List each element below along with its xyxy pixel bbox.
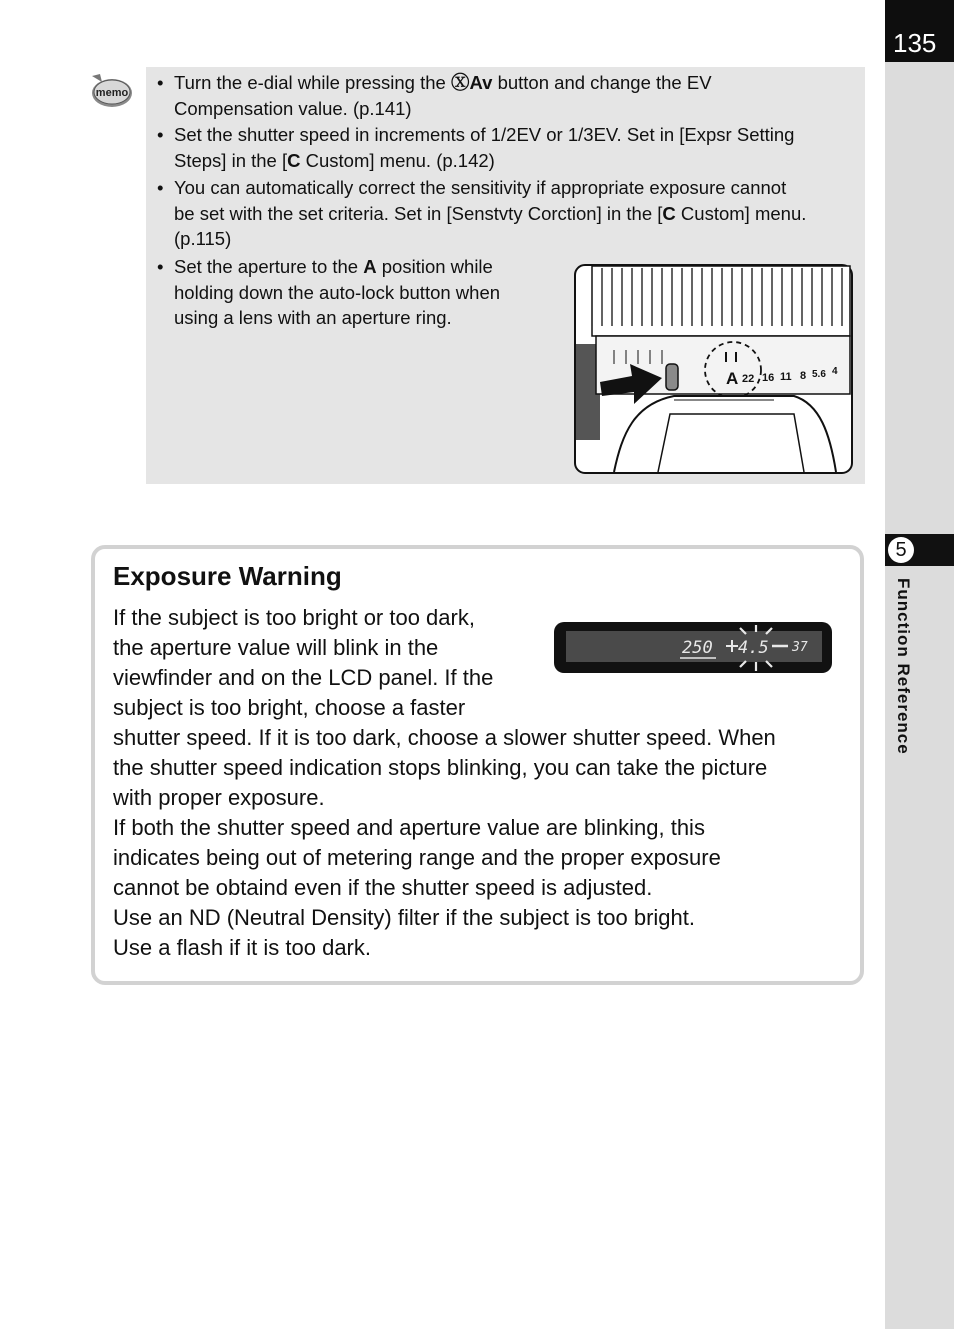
bullet: • <box>157 177 164 198</box>
custom-menu-icon: C <box>287 149 301 171</box>
warning-text-line: viewfinder and on the LCD panel. If the <box>113 665 494 690</box>
warning-text-line: If both the shutter speed and aperture value are blinking, this <box>113 815 705 840</box>
warning-text-line: cannot be obtaind even if the shutter speed is adjusted. <box>113 875 653 900</box>
memo-item-sensitivity <box>157 175 807 252</box>
aperture-a-icon: A <box>363 256 377 277</box>
bullet: • <box>157 256 164 277</box>
memo-text: be set with the set criteria. Set in [Senstvty Corction] in the [ <box>174 202 663 224</box>
lcd-shutter-speed: 250 <box>682 638 713 658</box>
memo-text: holding down the auto-lock button when <box>174 281 501 303</box>
memo-item-aperture <box>157 254 501 331</box>
memo-text: You can automatically correct the sensitivity if appropriate exposure cannot <box>174 177 787 198</box>
warning-text-line: indicates being out of metering range and the proper exposure <box>113 845 721 870</box>
lcd-frame-count: 37 <box>792 640 808 655</box>
lcd-readout <box>554 622 832 673</box>
ev-av-button-icon: ⓍAv <box>450 72 493 93</box>
memo-text: Custom] menu. (p.142) <box>300 149 495 171</box>
aperture-tick-5-6: 5.6 <box>812 369 826 380</box>
ring-marker-a: A <box>726 369 739 388</box>
memo-text: using a lens with an aperture ring. <box>174 307 452 328</box>
memo-text: position while <box>376 256 493 277</box>
chapter-title: Function Reference <box>894 578 913 755</box>
memo-item-ev <box>157 70 712 121</box>
warning-text-line: with proper exposure. <box>113 785 325 810</box>
aperture-tick-22: 22 <box>742 373 755 385</box>
lcd-aperture-value: 4.5 <box>738 638 769 658</box>
aperture-tick-11: 11 <box>780 371 792 383</box>
bullet: • <box>157 124 164 145</box>
memo-text: button and change the EV <box>492 72 712 93</box>
aperture-tick-16: 16 <box>762 372 775 384</box>
memo-text: Custom] menu. <box>675 202 807 224</box>
memo-text: (p.115) <box>174 228 232 249</box>
warning-text-line: the shutter speed indication stops blinking, you can take the picture <box>113 755 768 780</box>
memo-text: Steps] in the [ <box>174 149 288 171</box>
memo-text: Set the aperture to the <box>174 256 364 277</box>
warning-text-line: the aperture value will blink in the <box>113 635 439 660</box>
warning-text-line: Use a flash if it is too dark. <box>113 935 371 960</box>
custom-menu-icon: C <box>662 202 676 224</box>
page-number: 135 <box>893 28 937 58</box>
memo-text: Turn the e-dial while pressing the <box>174 72 451 93</box>
chapter-number: 5 <box>888 537 914 563</box>
warning-text-line: subject is too bright, choose a faster <box>113 695 466 720</box>
memo-icon <box>88 72 134 112</box>
warning-text-line: shutter speed. If it is too dark, choose a slower shutter speed. When <box>113 725 776 750</box>
lens-aperture-ring-illustration <box>574 264 853 474</box>
aperture-tick-8: 8 <box>800 370 807 382</box>
memo-item-steps <box>157 122 795 173</box>
exposure-warning-title: Exposure Warning <box>113 561 342 591</box>
bullet: • <box>157 72 164 93</box>
aperture-tick-4: 4 <box>832 366 838 377</box>
memo-text: Compensation value. (p.141) <box>174 97 412 119</box>
memo-text: Set the shutter speed in increments of 1/2EV or 1/3EV. Set in [Expsr Setting <box>174 124 795 145</box>
memo-icon-label: memo <box>95 87 129 99</box>
viewfinder-lcd-display <box>554 622 832 673</box>
warning-text-line: If the subject is too bright or too dark, <box>113 605 475 630</box>
warning-text-line: Use an ND (Neutral Density) filter if the subject is too bright. <box>113 905 696 930</box>
